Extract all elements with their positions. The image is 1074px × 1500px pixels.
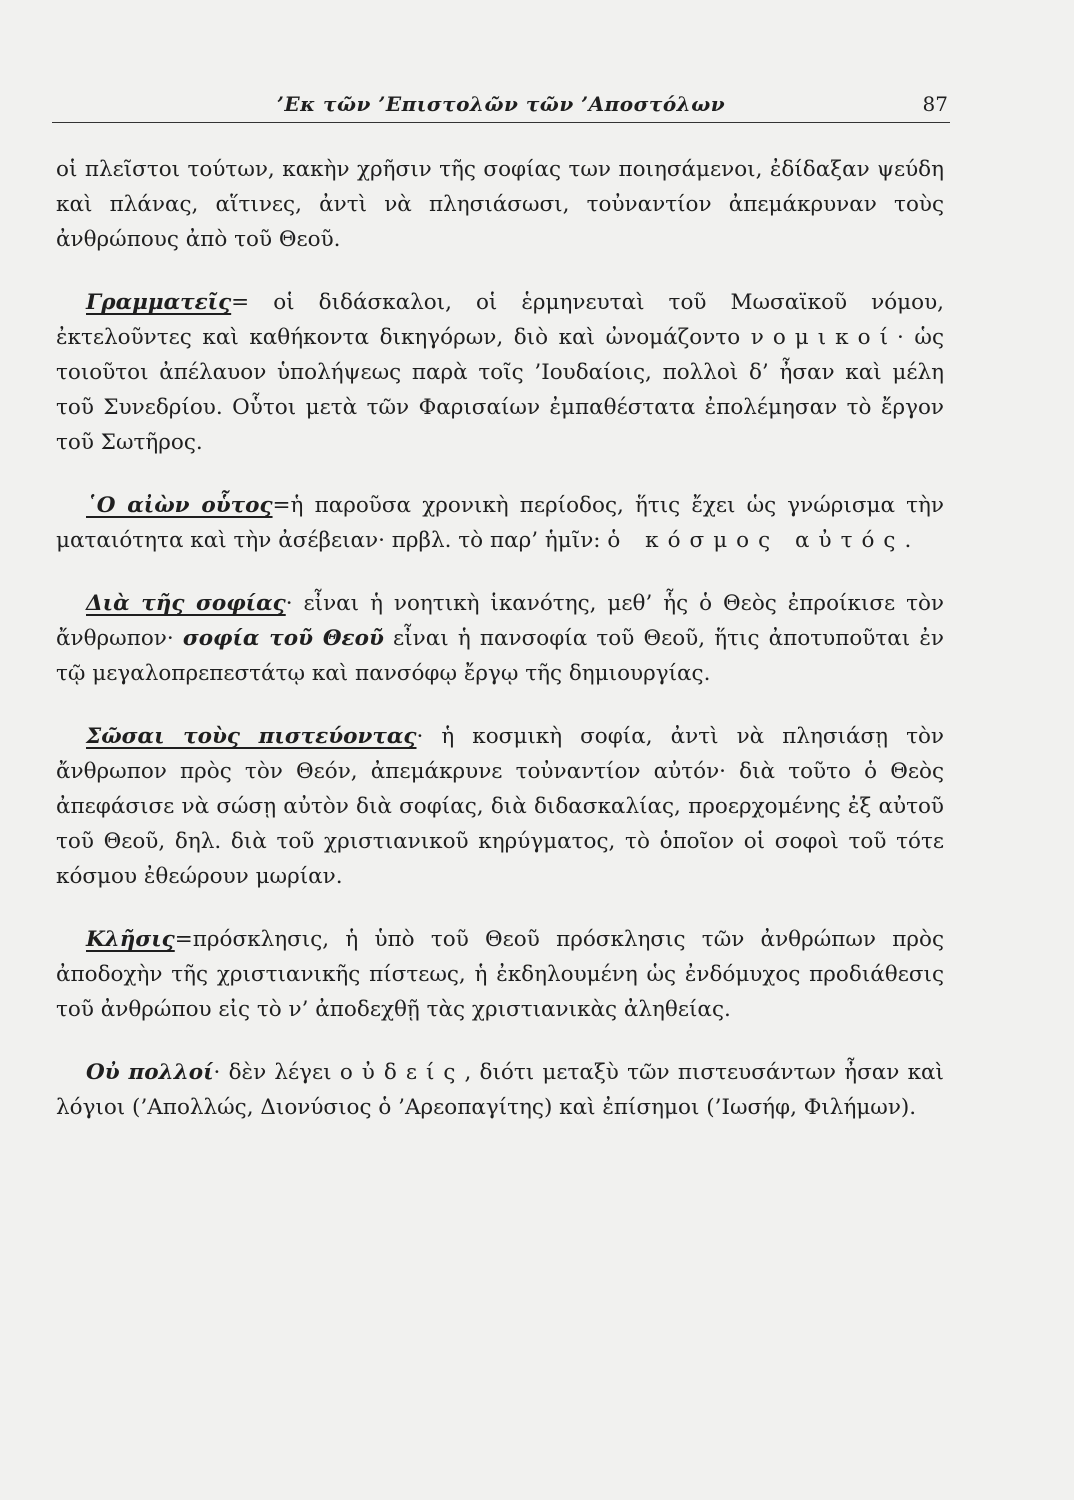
paragraph-sofia [56,586,944,691]
paragraph-text: εἶναι ἡ πανσοφία τοῦ Θεοῦ, ἥτις ἀποτυποῦται ἐν τῷ μεγαλοπρεπεστάτῳ καὶ πανσόφῳ ἔργῳ τῆς δημιουργίας. [56,626,944,686]
running-header [52,92,950,123]
paragraph-text: =ἡ παροῦσα χρονικὴ περίοδος, ἥτις ἔχει ὡς γνώρισμα τὴν ματαιότητα καὶ τὴν ἀσέβειαν· πρβλ. τὸ παρ’ ἡμῖν: [56,493,944,553]
term-heading: Διὰ τῆς σοφίας [86,591,286,616]
paragraph-intro [56,152,944,257]
term-heading: Σῶσαι τοὺς πιστεύοντας [86,724,417,749]
paragraph-sosai [56,719,944,894]
term-heading: ῾Ο αἰὼν οὗτος [86,493,273,518]
term-heading: Κλῆσις [86,927,175,952]
inline-term: σοφία τοῦ Θεοῦ [182,626,384,651]
paragraph-text: · δὲν λέγει [213,1060,340,1085]
paragraph-klisis [56,922,944,1027]
paragraph-text: =πρόσκλησις, ἡ ὑπὸ τοῦ Θεοῦ πρόσκλησις τῶν ἀνθρώπων πρὸς ἀποδοχὴν τῆς χριστιανικῆς πίστεως, ἡ ἐκδηλουμένη ὡς ἐνδόμυχος προδιάθεσις τοῦ ἀνθρώπου εἰς τὸ ν’ ἀποδεχθῇ τὰς χριστιανικὰς ἀληθείας. [56,927,944,1022]
page-number: 87 [922,92,948,116]
running-title: ’Εκ τῶν ’Επιστολῶν τῶν ’Αποστόλων [276,92,726,116]
paragraph-text: , διότι μεταξὺ τῶν πιστευσάντων ἦσαν καὶ λόγιοι (’Απολλώς, Διονύσιος ὁ ’Αρεοπαγίτης) καὶ ἐπίσημοι (’Ιωσήφ, Φιλήμων). [56,1060,944,1120]
paragraph-aion [56,488,944,558]
paragraph-text: · ἡ κοσμικὴ σοφία, ἀντὶ νὰ πλησιάσῃ τὸν ἄνθρωπον πρὸς τὸν Θεόν, ἀπεμάκρυνε τοὐναντίον αὐτόν· διὰ τοῦτο ὁ Θεὸς ἀπεφάσισε νὰ σώσῃ αὐτὸν διὰ σοφίας, διὰ διδασκαλίας, προερχομένης ἐξ αὐτοῦ τοῦ Θεοῦ, δηλ. διὰ τοῦ χριστιανικοῦ κηρύγματος, τὸ ὁποῖον οἱ σοφοὶ τοῦ τότε κόσμου ἐθεώρουν μωρίαν. [56,724,944,889]
paragraph-text: · ὡς τοιοῦτοι ἀπέλαυον ὑπολήψεως παρὰ τοῖς ’Ιουδαίοις, πολλοὶ δ’ ἦσαν καὶ μέλη τοῦ Συνεδρίου. Οὗτοι μετὰ τῶν Φαρισαίων ἐμπαθέστατα ἐπολέμησαν τὸ ἔργον τοῦ Σωτῆρος. [56,325,944,455]
paragraph-text: οἱ πλεῖστοι τούτων, κακὴν χρῆσιν τῆς σοφίας των ποιησάμενοι, ἐδίδαξαν ψεύδη καὶ πλάνας, αἵτινες, ἀντὶ νὰ πλησιάσωσι, τοὐναντίον ἀπεμάκρυναν τοὺς ἀνθρώπους ἀπὸ τοῦ Θεοῦ. [56,157,944,252]
term-heading: Οὐ πολλοί [86,1060,214,1085]
spaced-word: οὐδείς [339,1060,465,1085]
spaced-word: ὁ κόσμος αὐτός. [607,528,921,553]
paragraph-ou-polloi [56,1055,944,1125]
term-heading: Γραμματεῖς [86,290,232,315]
paragraph-text: · εἶναι ἡ νοητικὴ ἱκανότης, μεθ’ ἧς ὁ Θεὸς ἐπροίκισε τὸν ἄνθρωπον· [56,591,944,651]
paragraph-grammateis [56,285,944,460]
page-body [56,152,944,1153]
spaced-word: νομικοί [750,325,897,350]
paragraph-text: = οἱ διδάσκαλοι, οἱ ἑρμηνευταὶ τοῦ Μωσαϊκοῦ νόμου, ἐκτελοῦντες καὶ καθήκοντα δικηγόρων, διὸ καὶ ὠνομάζοντο [56,290,944,350]
